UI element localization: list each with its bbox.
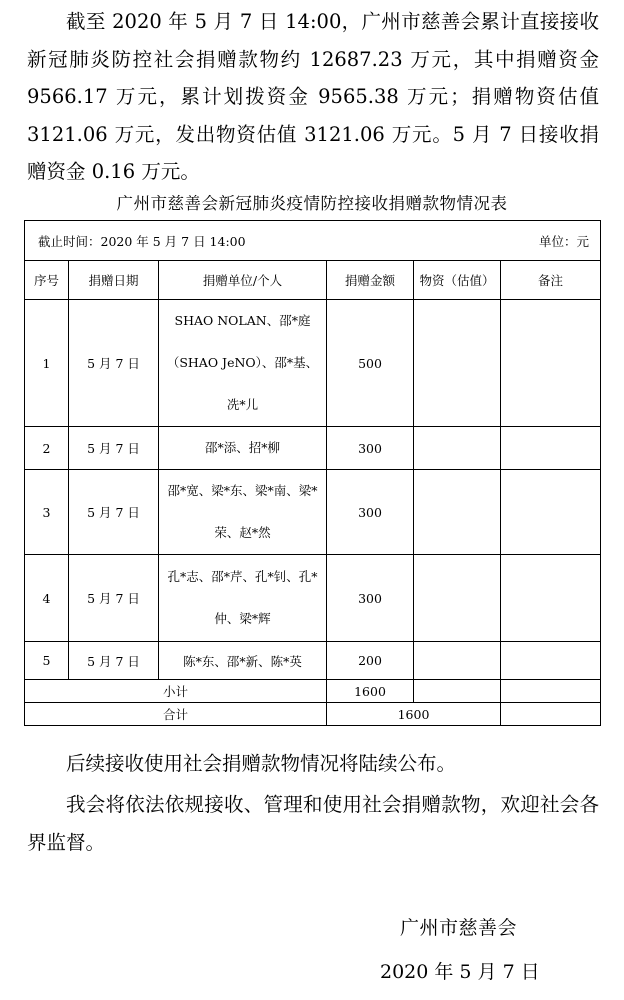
row-date: 5 月 7 日 — [69, 300, 159, 427]
header-no: 序号 — [25, 261, 69, 300]
subtotal-note — [501, 680, 601, 703]
row-donor: 孔*志、邵*芹、孔*钊、孔*仲、梁*辉 — [159, 555, 327, 642]
row-date: 5 月 7 日 — [69, 470, 159, 555]
subtotal-row — [25, 680, 601, 703]
row-goods — [414, 300, 501, 427]
row-note — [501, 642, 601, 680]
donation-table — [24, 220, 601, 726]
follow-up-paragraph: 后续接收使用社会捐赠款物情况将陆续公布。 — [66, 752, 457, 775]
total-note — [501, 703, 601, 726]
header-date: 捐赠日期 — [69, 261, 159, 300]
signature-organization: 广州市慈善会 — [400, 917, 518, 939]
row-donor: 陈*东、邵*新、陈*英 — [159, 642, 327, 680]
row-note — [501, 300, 601, 427]
table-row — [25, 470, 601, 555]
row-no: 3 — [25, 470, 69, 555]
row-amount: 300 — [327, 470, 414, 555]
signature-date: 2020 年 5 月 7 日 — [380, 961, 540, 983]
table-header-row — [25, 261, 601, 300]
table-meta-row — [25, 221, 601, 261]
table-row — [25, 300, 601, 427]
row-goods — [414, 427, 501, 470]
row-date: 5 月 7 日 — [69, 642, 159, 680]
subtotal-label: 小计 — [25, 680, 327, 703]
row-amount: 200 — [327, 642, 414, 680]
header-note: 备注 — [501, 261, 601, 300]
intro-paragraph: 截至 2020 年 5 月 7 日 14:00，广州市慈善会累计直接接收新冠肺炎防控社会捐赠款物约 12687.23 万元，其中捐赠资金 9566.17 万元，累计划拨资金 9565.38 万元；捐赠物资估值 3121.06 万元，发出物资估值 3121.06 万元。5 月 7 日接收捐赠资金 0.16 万元。 — [27, 10, 599, 183]
row-donor: 邵*添、招*柳 — [159, 427, 327, 470]
subtotal-goods — [414, 680, 501, 703]
row-no: 4 — [25, 555, 69, 642]
total-value: 1600 — [327, 703, 501, 726]
row-goods — [414, 470, 501, 555]
subtotal-value: 1600 — [327, 680, 414, 703]
row-donor: SHAO NOLAN、邵*庭（SHAO JeNO）、邵*基、冼*儿 — [159, 300, 327, 427]
row-date: 5 月 7 日 — [69, 555, 159, 642]
total-label: 合计 — [25, 703, 327, 726]
row-goods — [414, 555, 501, 642]
cutoff-time: 截止时间：2020 年 5 月 7 日 14:00 — [38, 233, 246, 249]
row-amount: 300 — [327, 555, 414, 642]
table-title: 广州市慈善会新冠肺炎疫情防控接收捐赠款物情况表 — [116, 194, 508, 213]
row-note — [501, 427, 601, 470]
row-date: 5 月 7 日 — [69, 427, 159, 470]
closing-paragraph: 我会将依法依规接收、管理和使用社会捐赠款物，欢迎社会各界监督。 — [27, 793, 599, 854]
row-no: 1 — [25, 300, 69, 427]
table-row — [25, 555, 601, 642]
table-row — [25, 642, 601, 680]
header-donor: 捐赠单位/个人 — [159, 261, 327, 300]
header-amount: 捐赠金额 — [327, 261, 414, 300]
row-goods — [414, 642, 501, 680]
row-amount: 500 — [327, 300, 414, 427]
row-note — [501, 555, 601, 642]
row-no: 5 — [25, 642, 69, 680]
total-row — [25, 703, 601, 726]
row-amount: 300 — [327, 427, 414, 470]
table-row — [25, 427, 601, 470]
row-donor: 邵*宽、梁*东、梁*南、梁*荣、赵*然 — [159, 470, 327, 555]
unit-label: 单位：元 — [539, 233, 590, 249]
row-no: 2 — [25, 427, 69, 470]
header-goods: 物资（估值） — [414, 261, 501, 300]
row-note — [501, 470, 601, 555]
